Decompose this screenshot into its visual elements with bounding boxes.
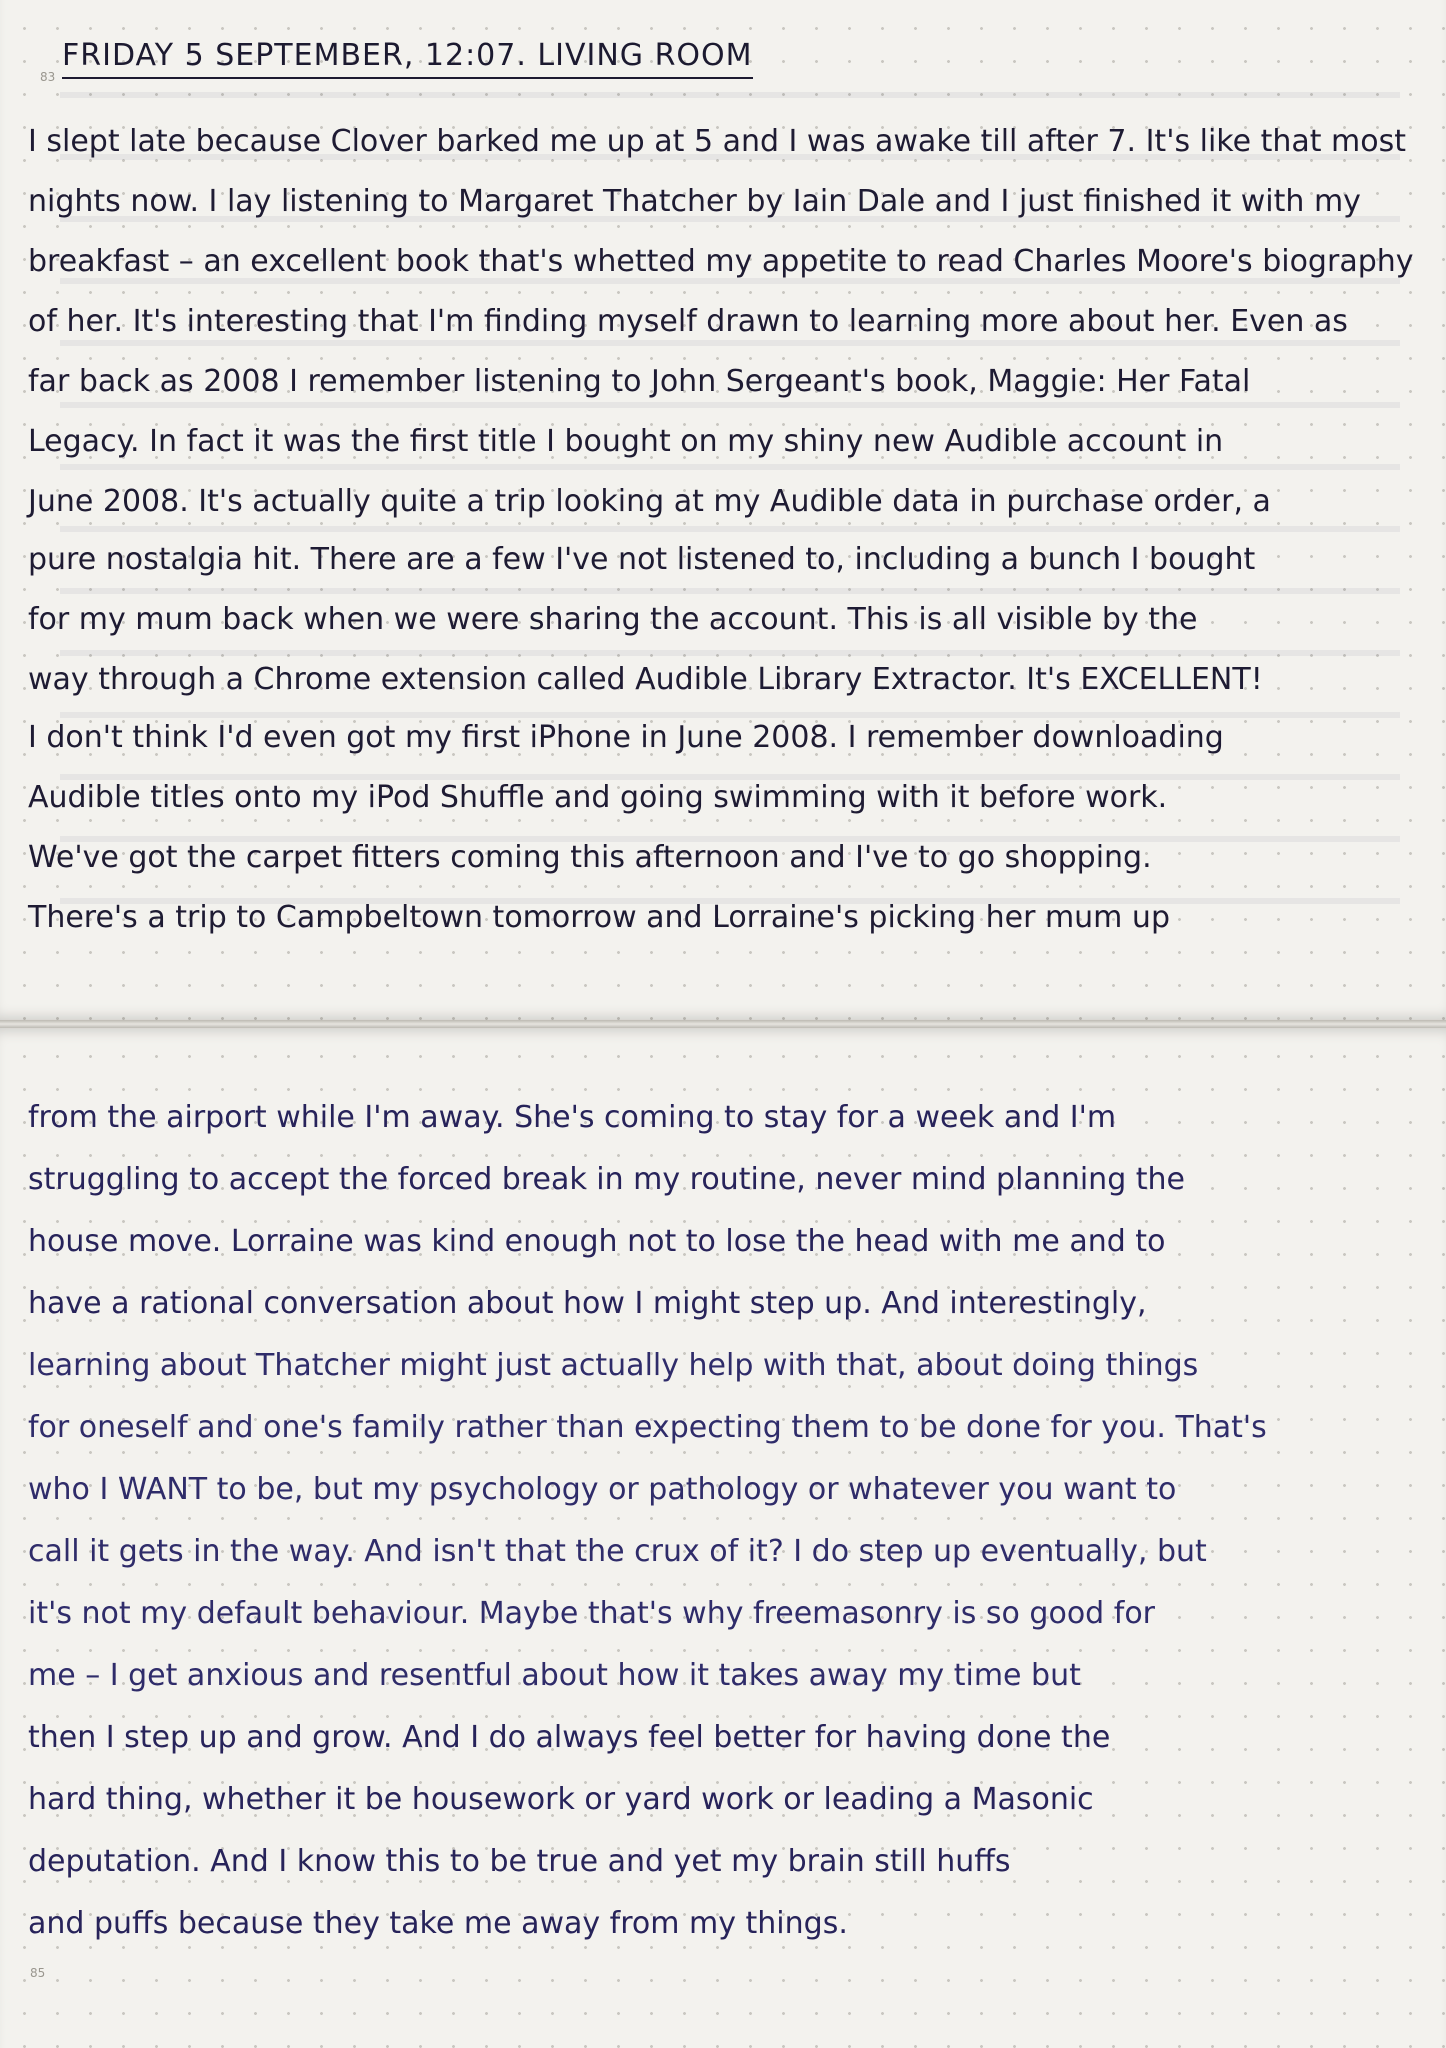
- journal-page-bottom: [0, 1028, 1446, 2048]
- handwritten-line: Legacy. In fact it was the first title I bought on my shiny new Audible account in: [28, 424, 1224, 459]
- entry-heading: FRIDAY 5 SEPTEMBER, 12:07. LIVING ROOM: [62, 38, 753, 79]
- handwritten-line: I slept late because Clover barked me up at 5 and I was awake till after 7. It's like that most: [28, 124, 1407, 159]
- handwritten-line: and puffs because they take me away from my things.: [28, 1906, 848, 1941]
- handwritten-line: There's a trip to Campbeltown tomorrow and Lorraine's picking her mum up: [28, 900, 1170, 935]
- handwritten-line: house move. Lorraine was kind enough not to lose the head with me and to: [28, 1224, 1166, 1259]
- handwritten-line: breakfast – an excellent book that's whetted my appetite to read Charles Moore's biography: [28, 244, 1414, 279]
- handwritten-line: June 2008. It's actually quite a trip looking at my Audible data in purchase order, a: [28, 484, 1271, 519]
- handwritten-line: Audible titles onto my iPod Shuffle and going swimming with it before work.: [28, 780, 1168, 815]
- handwritten-line: for oneself and one's family rather than expecting them to be done for you. That's: [28, 1410, 1267, 1445]
- handwritten-line: hard thing, whether it be housework or yard work or leading a Masonic: [28, 1782, 1094, 1817]
- handwritten-line: deputation. And I know this to be true and yet my brain still huffs: [28, 1844, 1011, 1879]
- page-mark-bottom: 85: [30, 1966, 46, 1980]
- handwritten-line: have a rational conversation about how I might step up. And interestingly,: [28, 1286, 1147, 1321]
- notebook-gutter: [0, 1020, 1446, 1028]
- handwritten-line: of her. It's interesting that I'm finding myself drawn to learning more about her. Even as: [28, 304, 1348, 339]
- handwritten-line: me – I get anxious and resentful about how it takes away my time but: [28, 1658, 1081, 1693]
- journal-page-top: [0, 0, 1446, 1020]
- handwritten-line: learning about Thatcher might just actually help with that, about doing things: [28, 1348, 1199, 1383]
- handwritten-line: from the airport while I'm away. She's coming to stay for a week and I'm: [28, 1100, 1117, 1135]
- handwritten-line: I don't think I'd even got my first iPhone in June 2008. I remember downloading: [28, 720, 1224, 755]
- handwritten-line: for my mum back when we were sharing the account. This is all visible by the: [28, 602, 1198, 637]
- handwritten-line: call it gets in the way. And isn't that the crux of it? I do step up eventually, but: [28, 1534, 1207, 1569]
- page-mark-top: 83: [40, 70, 56, 84]
- handwritten-line: nights now. I lay listening to Margaret Thatcher by Iain Dale and I just finished it with my: [28, 184, 1361, 219]
- handwritten-line: way through a Chrome extension called Audible Library Extractor. It's EXCELLENT!: [28, 662, 1263, 697]
- handwritten-line: pure nostalgia hit. There are a few I've not listened to, including a bunch I bought: [28, 542, 1256, 577]
- handwritten-line: far back as 2008 I remember listening to John Sergeant's book, Maggie: Her Fatal: [28, 364, 1251, 399]
- handwritten-line: We've got the carpet fitters coming this afternoon and I've to go shopping.: [28, 840, 1152, 875]
- handwritten-line: struggling to accept the forced break in my routine, never mind planning the: [28, 1162, 1186, 1197]
- handwritten-line: then I step up and grow. And I do always feel better for having done the: [28, 1720, 1111, 1755]
- handwritten-line: it's not my default behaviour. Maybe that's why freemasonry is so good for: [28, 1596, 1156, 1631]
- handwritten-line: who I WANT to be, but my psychology or pathology or whatever you want to: [28, 1472, 1177, 1507]
